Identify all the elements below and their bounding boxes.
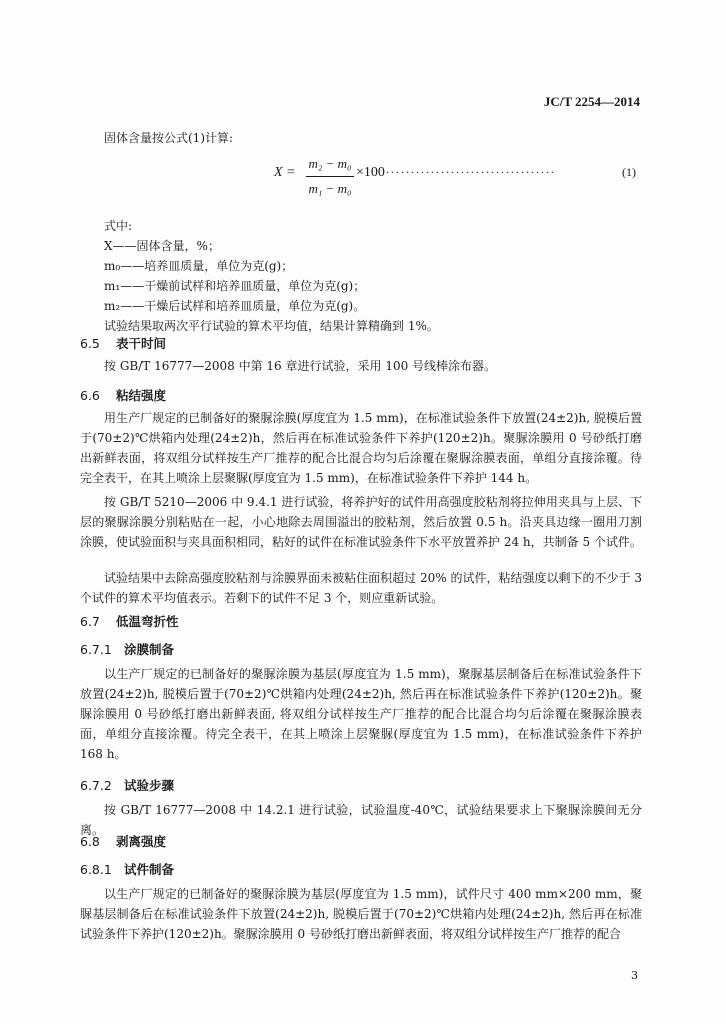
section-title: 剥离强度 (116, 834, 167, 849)
formula-leader-dots: .................................. (386, 162, 556, 176)
result-note: 试验结果取两次平行试验的算术平均值，结果计算精确到 1%。 (104, 319, 439, 333)
page-number: 3 (631, 969, 638, 982)
section-6-8-1-paragraph: 以生产厂规定的已制备好的聚脲涂膜为基层(厚度宜为 1.5 mm)，试件尺寸 400 mm×200 mm，聚脲基层制备后在标准试验条件下放置(24±2)h, 脱模后置于(70±2)℃烘箱内处理(24±2)h, 然后再在标准试验条件下养护(120±2)h。聚脲涂膜用 0 号砂纸打磨出新鲜表面，将双组分试样按生产厂推荐的配合 (80, 887, 642, 941)
section-6-8-1-heading (80, 860, 174, 878)
section-6-7-2-heading (80, 776, 174, 794)
section-6-6-paragraph-3: 试验结果中去除高强度胶粘剂与涂膜界面未被粘住面积超过 20% 的试件，粘结强度以剩下的不少于 3 个试件的算术平均值表示。若剩下的试件不足 3 个，则应重新试验。 (80, 571, 642, 605)
subsection-number: 6.7.2 (80, 778, 112, 793)
section-6-6-paragraph-2: 按 GB/T 5210—2006 中 9.4.1 进行试验，将养护好的试件用高强度胶粘剂将拉伸用夹具与上层、下层的聚脲涂膜分别粘贴在一起，小心地除去周围溢出的胶粘剂，然后放置 0.5 h。沿夹具边缘一圈用刀割涂膜，使试验面积与夹具面积相同，粘好的试件在标准试验条件下水平放置养护 24 h，共制备 5 个试件。 (80, 495, 642, 549)
subsection-title: 试验步骤 (124, 778, 175, 793)
section-title: 低温弯折性 (116, 614, 179, 629)
definitions (104, 216, 439, 336)
subsection-title: 试件制备 (124, 862, 175, 877)
subsection-number: 6.7.1 (80, 642, 112, 657)
section-6-5-heading (80, 334, 166, 352)
definition-item: m₁——干燥前试样和培养皿质量，单位为克(g)； (104, 279, 366, 293)
formula-denominator: m₁ − m₀ (308, 181, 352, 196)
section-6-5-paragraph: 按 GB/T 16777—2008 中第 16 章进行试验，采用 100 号线棒涂布器。 (104, 359, 497, 373)
section-number: 6.8 (80, 834, 100, 849)
formula-numerator: m₂ − m₀ (308, 156, 352, 171)
section-6-6-paragraph-1: 用生产厂规定的已制备好的聚脲涂膜(厚度宜为 1.5 mm)，在标准试验条件下放置(24±2)h, 脱模后置于(70±2)℃烘箱内处理(24±2)h，然后再在标准试验条件下养护(120±2)h。聚脲涂膜用 0 号砂纸打磨出新鲜表面，将双组分试样按生产厂推荐的配合比混合均匀后涂覆在聚脲涂膜表面，单组分直接涂覆。待完全表干，在其上喷涂上层聚脲(厚度宜为 1.5 mm)，在标准试验条件下养护 144 h。 (80, 411, 642, 485)
formula-fraction (306, 154, 354, 199)
fraction-bar (306, 176, 354, 177)
standard-code: JC/T 2254—2014 (543, 94, 640, 109)
section-6-7-1-heading (80, 640, 174, 658)
section-number: 6.7 (80, 614, 100, 629)
section-number: 6.5 (80, 336, 100, 351)
section-6-8-heading (80, 832, 166, 850)
definition-item: m₀——培养皿质量，单位为克(g)； (104, 259, 294, 273)
section-6-6-heading (80, 386, 166, 404)
formula-lhs: X = (274, 165, 296, 180)
formula-number: (1) (622, 165, 636, 179)
subsection-number: 6.8.1 (80, 862, 112, 877)
section-title: 粘结强度 (116, 388, 167, 403)
section-number: 6.6 (80, 388, 100, 403)
section-6-7-2-paragraph: 按 GB/T 16777—2008 中 14.2.1 进行试验，试验温度-40℃，试验结果要求上下聚脲涂膜间无分离。 (80, 803, 642, 837)
formula-block (274, 154, 644, 200)
section-6-7-1-paragraph: 以生产厂规定的已制备好的聚脲涂膜为基层(厚度宜为 1.5 mm)，聚脲基层制备后在标准试验条件下放置(24±2)h, 脱模后置于(70±2)℃烘箱内处理(24±2)h, 然后再在标准试验条件下养护(120±2)h。聚脲涂膜用 0 号砂纸打磨出新鲜表面, 将双组分试样按生产厂推荐的配合比混合均匀后涂覆在聚脲涂膜表面，单组分直接涂覆。待完全表干，在其上喷涂上层聚脲(厚度宜为 1.5 mm)，在标准试验条件下养护 168 h。 (80, 667, 642, 761)
section-title: 表干时间 (116, 336, 167, 351)
definition-item: m₂——干燥后试样和培养皿质量，单位为克(g)。 (104, 299, 366, 313)
formula-multiplier: ×100 (356, 165, 385, 180)
formula-intro: 固体含量按公式(1)计算: (104, 131, 234, 145)
subsection-title: 涂膜制备 (124, 642, 175, 657)
section-6-7-heading (80, 612, 179, 630)
definition-item: X——固体含量，%； (104, 239, 220, 253)
definitions-lead: 式中: (104, 219, 133, 233)
